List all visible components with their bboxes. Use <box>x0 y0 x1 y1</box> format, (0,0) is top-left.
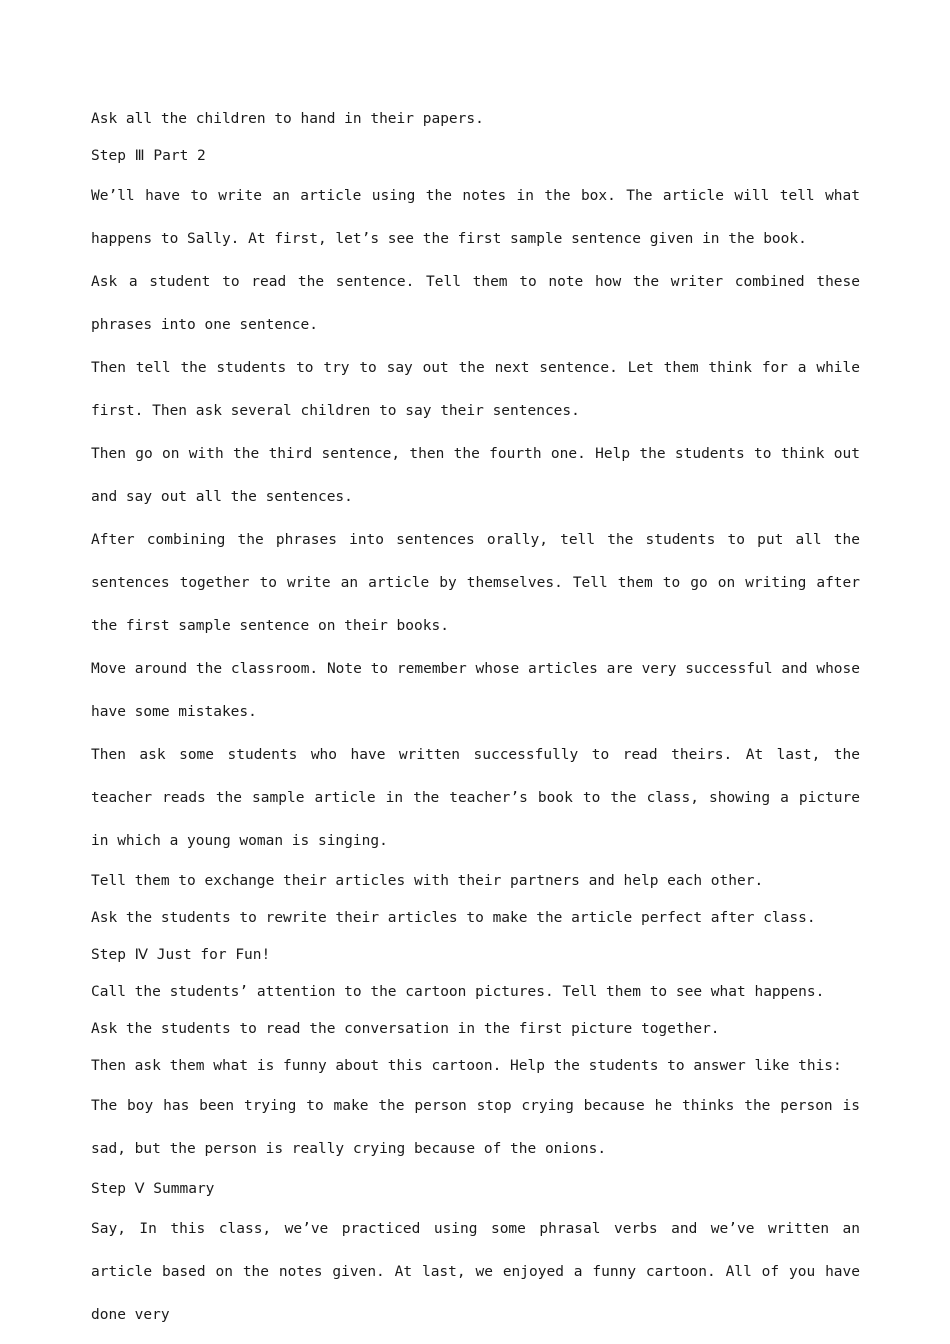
paragraph: Then tell the students to try to say out the next sentence. Let them think for a while first. Then ask several children to say their sentences. <box>91 360 860 419</box>
paragraph: Call the students’ attention to the cartoon pictures. Tell them to see what happens. <box>91 984 825 1000</box>
paragraph: Move around the classroom. Note to remember whose articles are very successful and whose have some mistakes. <box>91 661 860 720</box>
paragraph: Step Ⅴ Summary <box>91 1181 215 1197</box>
paragraph: Step Ⅲ Part 2 <box>91 148 206 164</box>
document-page <box>91 101 860 1337</box>
paragraph: After combining the phrases into sentences orally, tell the students to put all the sentences together to write an article by themselves. Tell them to go on writing after the first sample sentence on their books. <box>91 532 860 634</box>
paragraph: The boy has been trying to make the person stop crying because he thinks the person is sad, but the person is really crying because of the onions. <box>91 1098 860 1157</box>
paragraph: Ask all the children to hand in their papers. <box>91 111 484 127</box>
paragraph: Then ask some students who have written successfully to read theirs. At last, the teacher reads the sample article in the teacher’s book to the class, showing a picture in which a young woman is singing. <box>91 747 860 849</box>
paragraph: Ask the students to read the conversation in the first picture together. <box>91 1021 720 1037</box>
paragraph: Then go on with the third sentence, then the fourth one. Help the students to think out and say out all the sentences. <box>91 446 860 505</box>
paragraph: Ask a student to read the sentence. Tell them to note how the writer combined these phrases into one sentence. <box>91 274 860 333</box>
paragraph: Tell them to exchange their articles with their partners and help each other. <box>91 873 764 889</box>
paragraph: Say, In this class, we’ve practiced using some phrasal verbs and we’ve written an article based on the notes given. At last, we enjoyed a funny cartoon. All of you have done very <box>91 1221 860 1323</box>
paragraph: We’ll have to write an article using the notes in the box. The article will tell what happens to Sally. At first, let’s see the first sample sentence given in the book. <box>91 188 860 247</box>
paragraph: Step Ⅳ Just for Fun! <box>91 947 271 963</box>
paragraph: Ask the students to rewrite their articles to make the article perfect after class. <box>91 910 816 926</box>
paragraph: Then ask them what is funny about this cartoon. Help the students to answer like this: <box>91 1058 842 1074</box>
